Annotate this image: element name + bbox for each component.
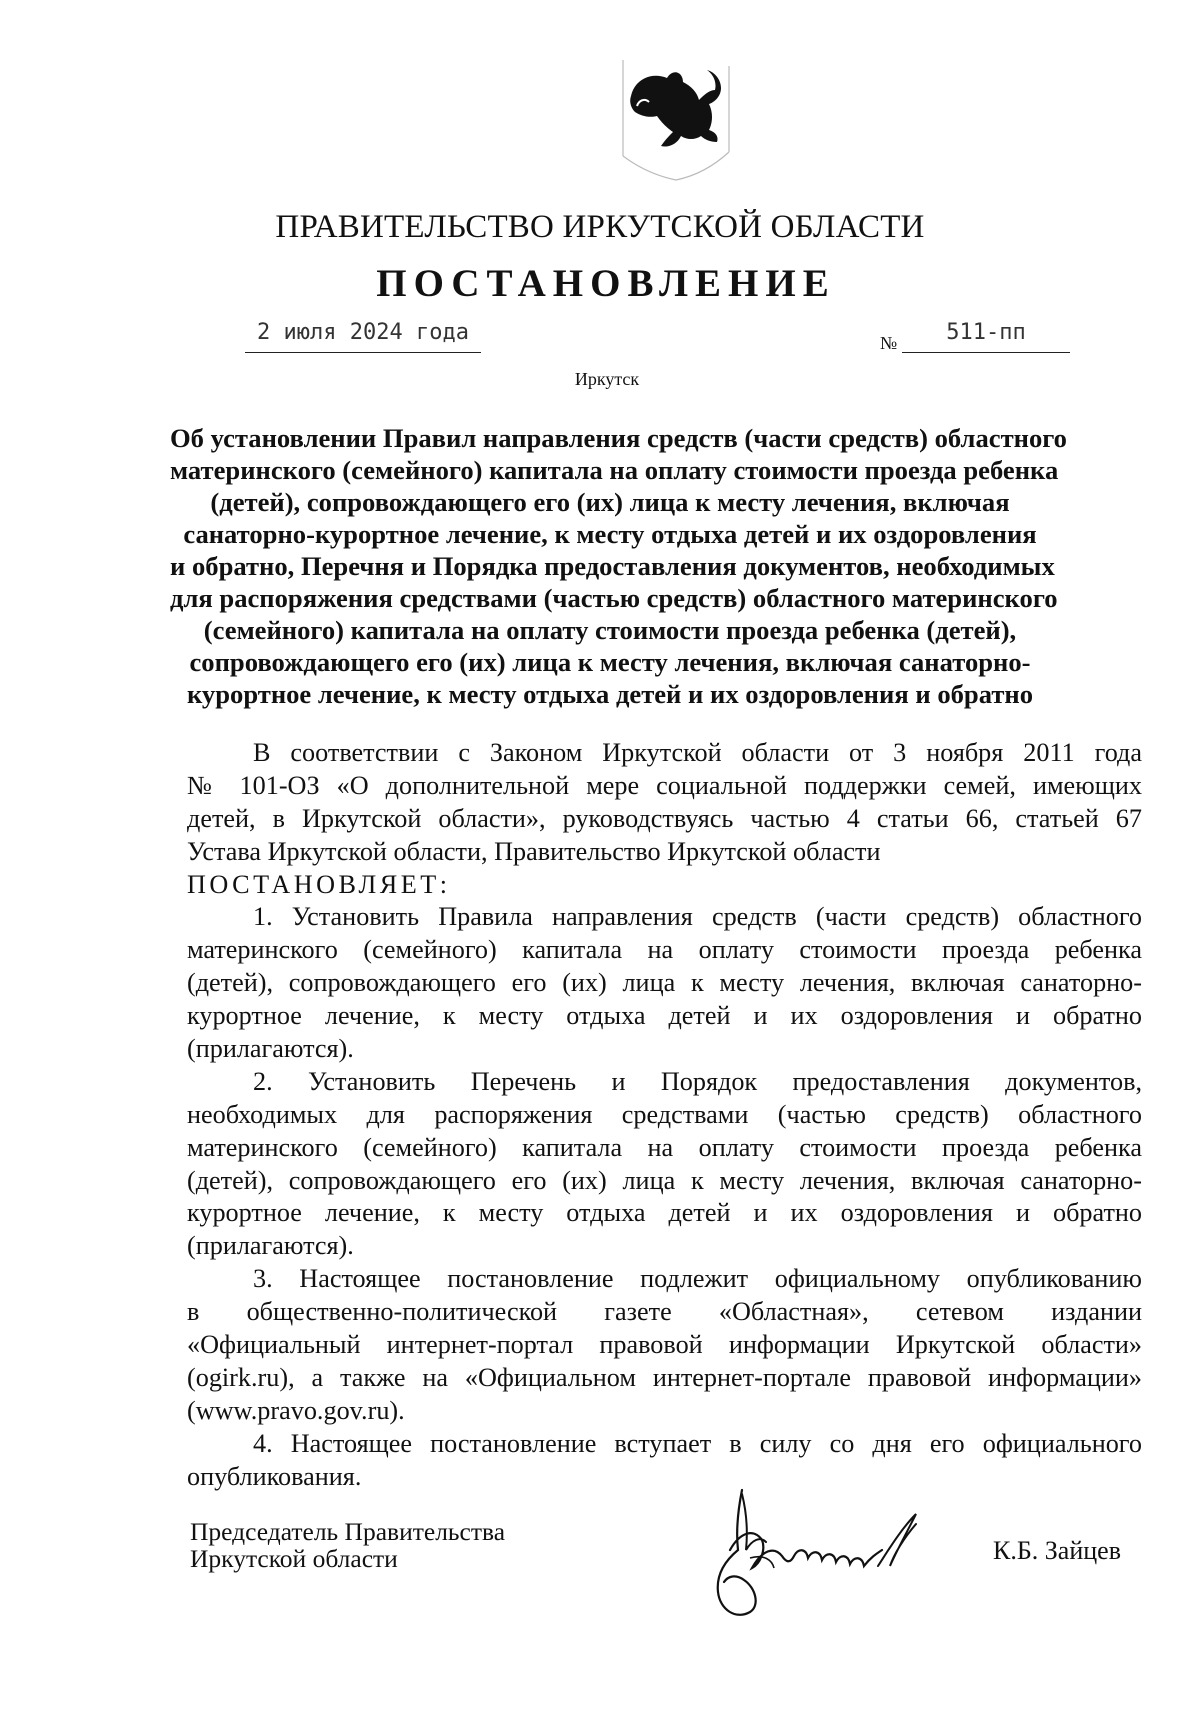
text-line: (www.pravo.gov.ru). bbox=[187, 1395, 405, 1425]
text-line: 2. Установить Перечень и Порядок предоставления документов, bbox=[253, 1066, 1142, 1096]
signature-icon bbox=[690, 1480, 950, 1630]
item-1-paragraph bbox=[187, 901, 1142, 1065]
text-line: (прилагаются). bbox=[187, 1034, 354, 1064]
text-line: материнского (семейного) капитала на оплату стоимости проезда ребенка bbox=[187, 935, 1142, 965]
text-line: (детей), сопровождающего его (их) лица к месту лечения, включая санаторно- bbox=[187, 968, 1142, 998]
subject-line: (детей), сопровождающего его (их) лица к месту лечения, включая bbox=[210, 487, 1010, 517]
subject-line: Об установлении Правил направления средств (части средств) областного bbox=[170, 423, 1067, 453]
text-line: В соответствии с Законом Иркутской области от 3 ноября 2011 года bbox=[253, 738, 1142, 767]
item-2-paragraph bbox=[187, 1066, 1142, 1263]
decree-body bbox=[187, 737, 1142, 1493]
document-type-title: ПОСТАНОВЛЕНИЕ bbox=[376, 262, 836, 305]
subject-line: для распоряжения средствами (частью средств) областного материнского bbox=[170, 583, 1058, 613]
coat-of-arms-icon bbox=[617, 56, 735, 184]
subject-line: курортное лечение, к месту отдыха детей и их оздоровления и обратно bbox=[186, 679, 1034, 709]
text-line: курортное лечение, к месту отдыха детей и их оздоровления и обратно bbox=[187, 1198, 1142, 1228]
decree-date: 2 июля 2024 года bbox=[245, 316, 481, 353]
resolves-word: ПОСТАНОВЛЯЕТ: bbox=[187, 869, 451, 899]
text-line: курортное лечение, к месту отдыха детей и их оздоровления и обратно bbox=[187, 1001, 1142, 1031]
issue-city: Иркутск bbox=[574, 369, 640, 389]
item-4-paragraph bbox=[187, 1428, 1142, 1494]
position-line: Председатель Правительства bbox=[190, 1517, 506, 1546]
signatory-name: К.Б. Зайцев bbox=[993, 1536, 1121, 1565]
preamble-paragraph bbox=[187, 737, 1142, 869]
text-line: (детей), сопровождающего его (их) лица к месту лечения, включая санаторно- bbox=[187, 1165, 1142, 1195]
text-line: «Официальный интернет-портал правовой информации Иркутской области» bbox=[187, 1330, 1142, 1360]
subject-line: материнского (семейного) капитала на оплату стоимости проезда ребенка bbox=[170, 455, 1059, 485]
subject-line: и обратно, Перечня и Порядка предоставления документов, необходимых bbox=[170, 551, 1055, 581]
decree-number: 511-пп bbox=[902, 316, 1070, 353]
subject-line: сопровождающего его (их) лица к месту лечения, включая санаторно- bbox=[189, 647, 1031, 677]
signatory-position bbox=[190, 1518, 505, 1572]
number-sign: № bbox=[880, 333, 898, 353]
text-line: (прилагаются). bbox=[187, 1231, 354, 1261]
decree-subject-heading bbox=[170, 422, 1067, 710]
text-line: № 101-ОЗ «О дополнительной мере социальной поддержки семей, имеющих bbox=[187, 770, 1142, 800]
text-line: (ogirk.ru), а также на «Официальном интернет-портале правовой информации» bbox=[187, 1362, 1142, 1392]
text-line: опубликования. bbox=[187, 1461, 362, 1491]
text-line: 4. Настоящее постановление вступает в силу со дня его официального bbox=[253, 1428, 1142, 1458]
text-line: 1. Установить Правила направления средств (части средств) областного bbox=[253, 902, 1142, 932]
text-line: материнского (семейного) капитала на оплату стоимости проезда ребенка bbox=[187, 1132, 1142, 1162]
subject-line: санаторно-курортное лечение, к месту отдыха детей и их оздоровления bbox=[183, 519, 1037, 549]
text-line: Устава Иркутской области, Правительство Иркутской области bbox=[187, 836, 881, 866]
text-line: детей, в Иркутской области», руководствуясь частью 4 статьи 66, статьей 67 bbox=[187, 803, 1142, 833]
text-line: необходимых для распоряжения средствами (частью средств) областного bbox=[187, 1099, 1142, 1129]
position-line: Иркутской области bbox=[190, 1544, 398, 1573]
government-name: ПРАВИТЕЛЬСТВО ИРКУТСКОЙ ОБЛАСТИ bbox=[275, 209, 925, 245]
subject-line: (семейного) капитала на оплату стоимости проезда ребенка (детей), bbox=[203, 615, 1017, 645]
text-line: в общественно-политической газете «Областная», сетевом издании bbox=[187, 1297, 1142, 1327]
item-3-paragraph bbox=[187, 1263, 1142, 1427]
text-line: 3. Настоящее постановление подлежит официальному опубликованию bbox=[253, 1264, 1142, 1294]
